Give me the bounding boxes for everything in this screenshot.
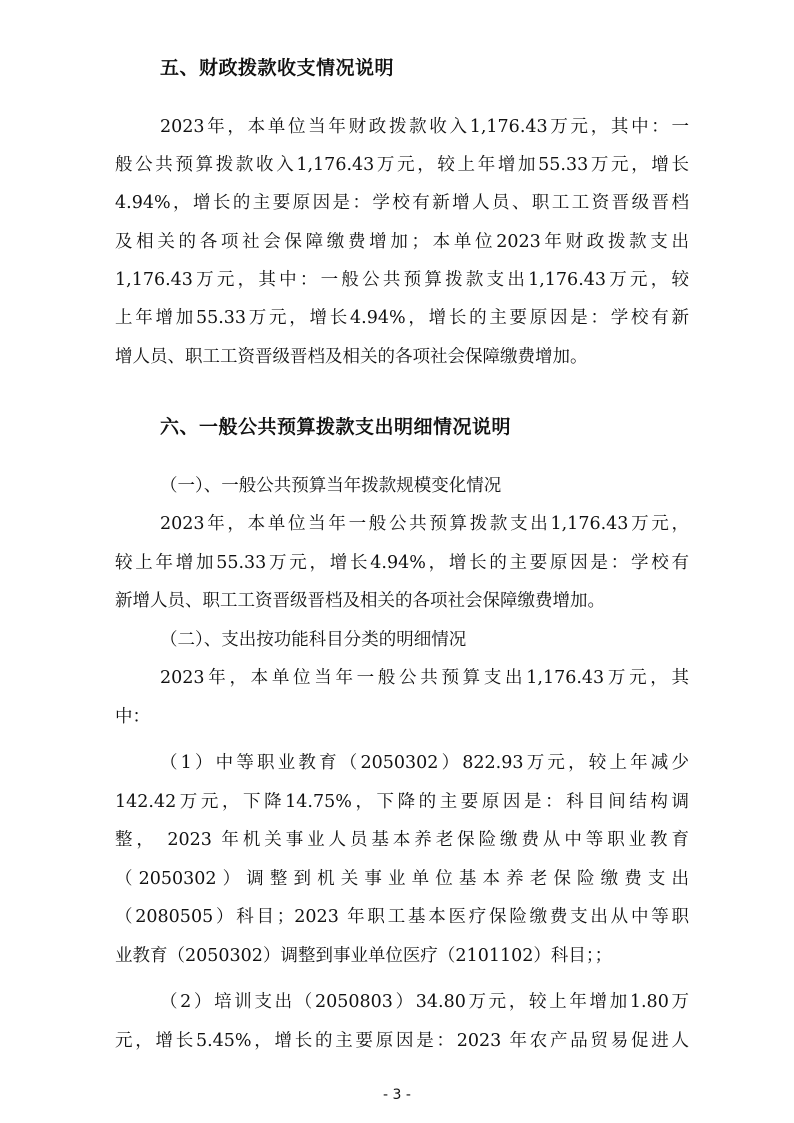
item-1-line: 142.42万元，下降14.75%，下降的主要原因是：科目间结构调 (115, 792, 689, 812)
subsection-2-line: 中： (115, 707, 150, 727)
subsection-1-line: 2023年，本单位当年一般公共预算拨款支出1,176.43万元， (160, 514, 689, 534)
item-1-line: （2050302）调整到机关事业单位基本养老保险缴费支出 (115, 869, 689, 889)
section-6-heading: 六、一般公共预算拨款支出明细情况说明 (160, 416, 512, 438)
section-5-line: 上年增加55.33万元，增长4.94%，增长的主要原因是：学校有新 (115, 308, 689, 328)
section-5-line: 2023年，本单位当年财政拨款收入1,176.43万元，其中：一 (160, 117, 689, 137)
item-2-line: 元，增长5.45%，增长的主要原因是：2023 年农产品贸易促进人 (115, 1031, 689, 1051)
section-5-line: 1,176.43万元，其中：一般公共预算拨款支出1,176.43万元，较 (115, 270, 689, 290)
subsection-2-title: （二）、支出按功能科目分类的明细情况 (160, 630, 467, 650)
page-number: - 3 - (383, 1087, 411, 1103)
section-5-line: 增人员、职工工资晋级晋档及相关的各项社会保障缴费增加。 (115, 347, 588, 367)
item-1-line: 业教育（2050302）调整到事业单位医疗（2101102）科目；； (115, 946, 613, 966)
section-5-line: 4.94%，增长的主要原因是：学校有新增人员、职工工资晋级晋档 (115, 193, 689, 213)
section-5-line: 般公共预算拨款收入1,176.43万元，较上年增加55.33万元，增长 (115, 155, 689, 175)
item-2-line: （2）培训支出（2050803）34.80万元，较上年增加1.80万 (160, 992, 689, 1012)
subsection-2-line: 2023年，本单位当年一般公共预算支出1,176.43万元，其 (160, 668, 689, 688)
item-1-line: （2080505）科目；2023 年职工基本医疗保险缴费支出从中等职 (115, 907, 689, 927)
item-1-line: （1）中等职业教育（2050302）822.93万元，较上年减少 (160, 753, 689, 773)
subsection-1-line: 新增人员、职工工资晋级晋档及相关的各项社会保障缴费增加。 (115, 591, 605, 611)
section-5-line: 及相关的各项社会保障缴费增加；本单位2023年财政拨款支出 (115, 232, 689, 252)
subsection-1-line: 较上年增加55.33万元，增长4.94%，增长的主要原因是：学校有 (115, 553, 689, 573)
item-1-line: 整， 2023 年机关事业人员基本养老保险缴费从中等职业教育 (115, 830, 689, 850)
subsection-1-title: （一）、一般公共预算当年拨款规模变化情况 (160, 476, 502, 496)
section-5-heading: 五、财政拨款收支情况说明 (160, 57, 395, 79)
